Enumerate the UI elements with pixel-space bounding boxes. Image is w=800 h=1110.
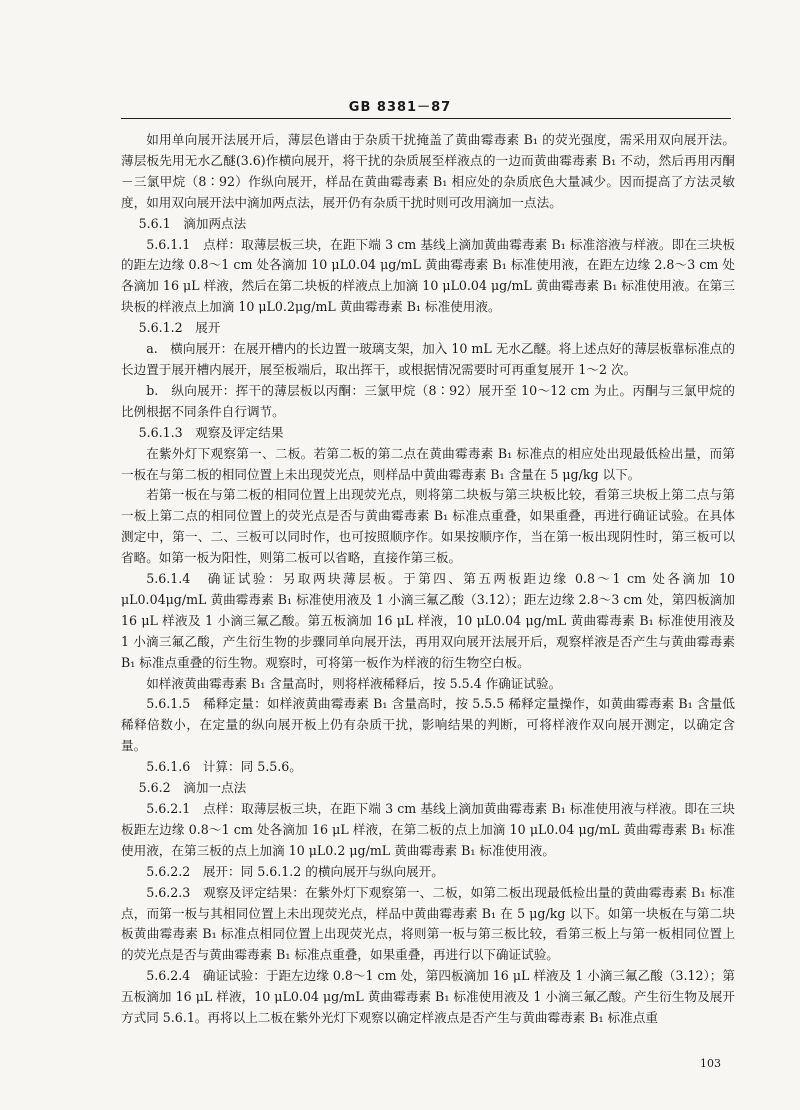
paragraph-5-6-1-4: 5.6.1.4 确证试验：另取两块薄层板。于第四、第五两板距边缘 0.8～1 cm 处各滴加 10 μL0.04μg/mL 黄曲霉毒素 B₁ 标准使用液及 1 小滴三氟乙酸（3.12）；距左边缘 2.8～3 cm 处，第四板滴加 16 μL 样液及 1 小滴三氟乙酸。第五板滴加 16 μL 样液，10 μL0.04 μg/mL 黄曲霉毒素 B₁ 标准使用液及 1 小滴三氟乙酸，产生衍生物的步骤同单向展开法，再用双向展开法展开后，观察样液是否产生与黄曲霉毒素 B₁ 标准点重叠的衍生物。观察时，可将第一板作为样液的衍生物空白板。 — [121, 571, 735, 670]
intro-paragraph: 如用单向展开法展开后，薄层色谱由于杂质干扰掩盖了黄曲霉毒素 B₁ 的荧光强度，需采用双向展开法。薄层板先用无水乙醚(3.6)作横向展开，将干扰的杂质展至样液点的一边而黄曲霉毒素 B₁ 不动，然后再用丙酮－三氯甲烷（8∶92）作纵向展开，样品在黄曲霉毒素 B₁ 相应处的杂质底色大量减少。因而提高了方法灵敏度，如用双向展开法中滴加两点法，展开仍有杂质干扰时则可改用滴加一点法。 — [121, 132, 735, 210]
body-text — [121, 130, 735, 1029]
paragraph-5-6-2-1: 5.6.2.1 点样：取薄层板三块，在距下端 3 cm 基线上滴加黄曲霉毒素 B₁ 标准使用液与样液。即在三块板距左边缘 0.8～1 cm 处各滴加 16 μL 样液，在第二板的点上加滴 10 μL0.04 μg/mL 黄曲霉毒素 B₁ 标准使用液，在第三板的点上加滴 10 μL0.2 μg/mL 黄曲霉毒素 B₁ 标准使用液。 — [121, 801, 735, 858]
paragraph-5-6-1-5: 5.6.1.5 稀释定量：如样液黄曲霉毒素 B₁ 含量高时，按 5.5.5 稀释定量操作，如黄曲霉毒素 B₁ 含量低稀释倍数小，在定量的纵向展开板上仍有杂质干扰，影响结果的判断，可将样液作双向展开测定，以确定含量。 — [121, 696, 735, 754]
section-heading-5-6-1: 5.6.1 滴加两点法 — [138, 215, 247, 231]
paragraph-5-6-2-2: 5.6.2.2 展开：同 5.6.1.2 的横向展开与纵向展开。 — [146, 863, 444, 879]
paragraph-observation-1: 在紫外灯下观察第一、二板。若第二板的第二点在黄曲霉毒素 B₁ 标准点的相应处出现最低检出量，而第一板在与第二板的相同位置上未出现荧光点，则样品中黄曲霉毒素 B₁ 含量在 5 μg/kg 以下。 — [121, 445, 735, 482]
section-heading-5-6-2: 5.6.2 滴加一点法 — [138, 780, 247, 796]
paragraph-5-6-2-3: 5.6.2.3 观察及评定结果：在紫外灯下观察第一、二板，如第二板出现最低检出量的黄曲霉毒素 B₁ 标准点，而第一板与其相同位置上未出现荧光点，样品中黄曲霉毒素 B₁ 在 5 μg/kg 以下。如第一块板在与第二块板黄曲霉毒素 B₁ 标准点相同位置上出现荧光点，将则第一板与第三板比较，看第三板上与第一板相同位置上的荧光点是否与黄曲霉毒素 B₁ 标准点重叠，如果重叠，再进行以下确证试验。 — [121, 884, 735, 963]
paragraph-vertical-development: b. 纵向展开：挥干的薄层板以丙酮：三氯甲烷（8∶92）展开至 10～12 cm 为止。丙酮与三氯甲烷的比例根据不同条件自行调节。 — [121, 382, 735, 419]
paragraph-observation-2: 若第一板在与第二板的相同位置上出现荧光点，则将第二块板与第三块板比较，看第三块板上第二点与第一板上第二点的相同位置上的荧光点是否与黄曲霉毒素 B₁ 标准点重叠，如果重叠，再进行确证试验。在具体测定中，第一、二、三板可以同时作，也可按照顺序作。如果按顺序作，当在第一板出现阴性时，第三板可以省略。如第一板为阳性，则第二板可以省略，直接作第三板。 — [121, 487, 735, 566]
header-rule — [121, 118, 731, 119]
standard-header: GB 8381－87 — [348, 100, 452, 115]
paragraph-5-6-1-1: 5.6.1.1 点样：取薄层板三块，在距下端 3 cm 基线上滴加黄曲霉毒素 B₁ 标准溶液与样液。即在三块板的距左边缘 0.8～1 cm 处各滴加 10 μL0.04 μg/mL 黄曲霉毒素 B₁ 标准使用液，在距左边缘 2.8～3 cm 处各滴加 16 μL 样液，然后在第二块板的样液点上加滴 10 μL0.04 μg/mL 黄曲霉毒素 B₁ 标准使用液。在第三块板的样液点上加滴 10 μL0.2μg/mL 黄曲霉毒素 B₁ 标准使用液。 — [121, 236, 735, 315]
page-number: 103 — [700, 1057, 721, 1070]
paragraph-horizontal-development: a. 横向展开：在展开槽内的长边置一玻璃支架，加入 10 mL 无水乙醚。将上述点好的薄层板靠标准点的长边置于展开槽内展开，展至板端后，取出挥干，或根据情况需要时可再重复展开 1～2 次。 — [121, 341, 735, 377]
paragraph-5-6-1-6: 5.6.1.6 计算：同 5.5.6。 — [146, 759, 302, 775]
section-heading-5-6-1-2: 5.6.1.2 展开 — [138, 320, 221, 336]
paragraph-dilution-note: 如样液黄曲霉毒素 B₁ 含量高时，则将样液稀释后，按 5.5.4 作确证试验。 — [146, 675, 562, 691]
paragraph-5-6-2-4: 5.6.2.4 确证试验：于距左边缘 0.8～1 cm 处，第四板滴加 16 μL 样液及 1 小滴三氟乙酸（3.12）；第五板滴加 16 μL 样液，10 μL0.04 μg/mL 黄曲霉毒素 B₁ 标准使用液及 1 小滴三氟乙酸。产生衍生物及展开方式同 5.6.1。再将以上二板在紫外光灯下观察以确定样液点是否产生与黄曲霉毒素 B₁ 标准点重 — [121, 968, 735, 1026]
section-heading-5-6-1-3: 5.6.1.3 观察及评定结果 — [138, 424, 284, 440]
